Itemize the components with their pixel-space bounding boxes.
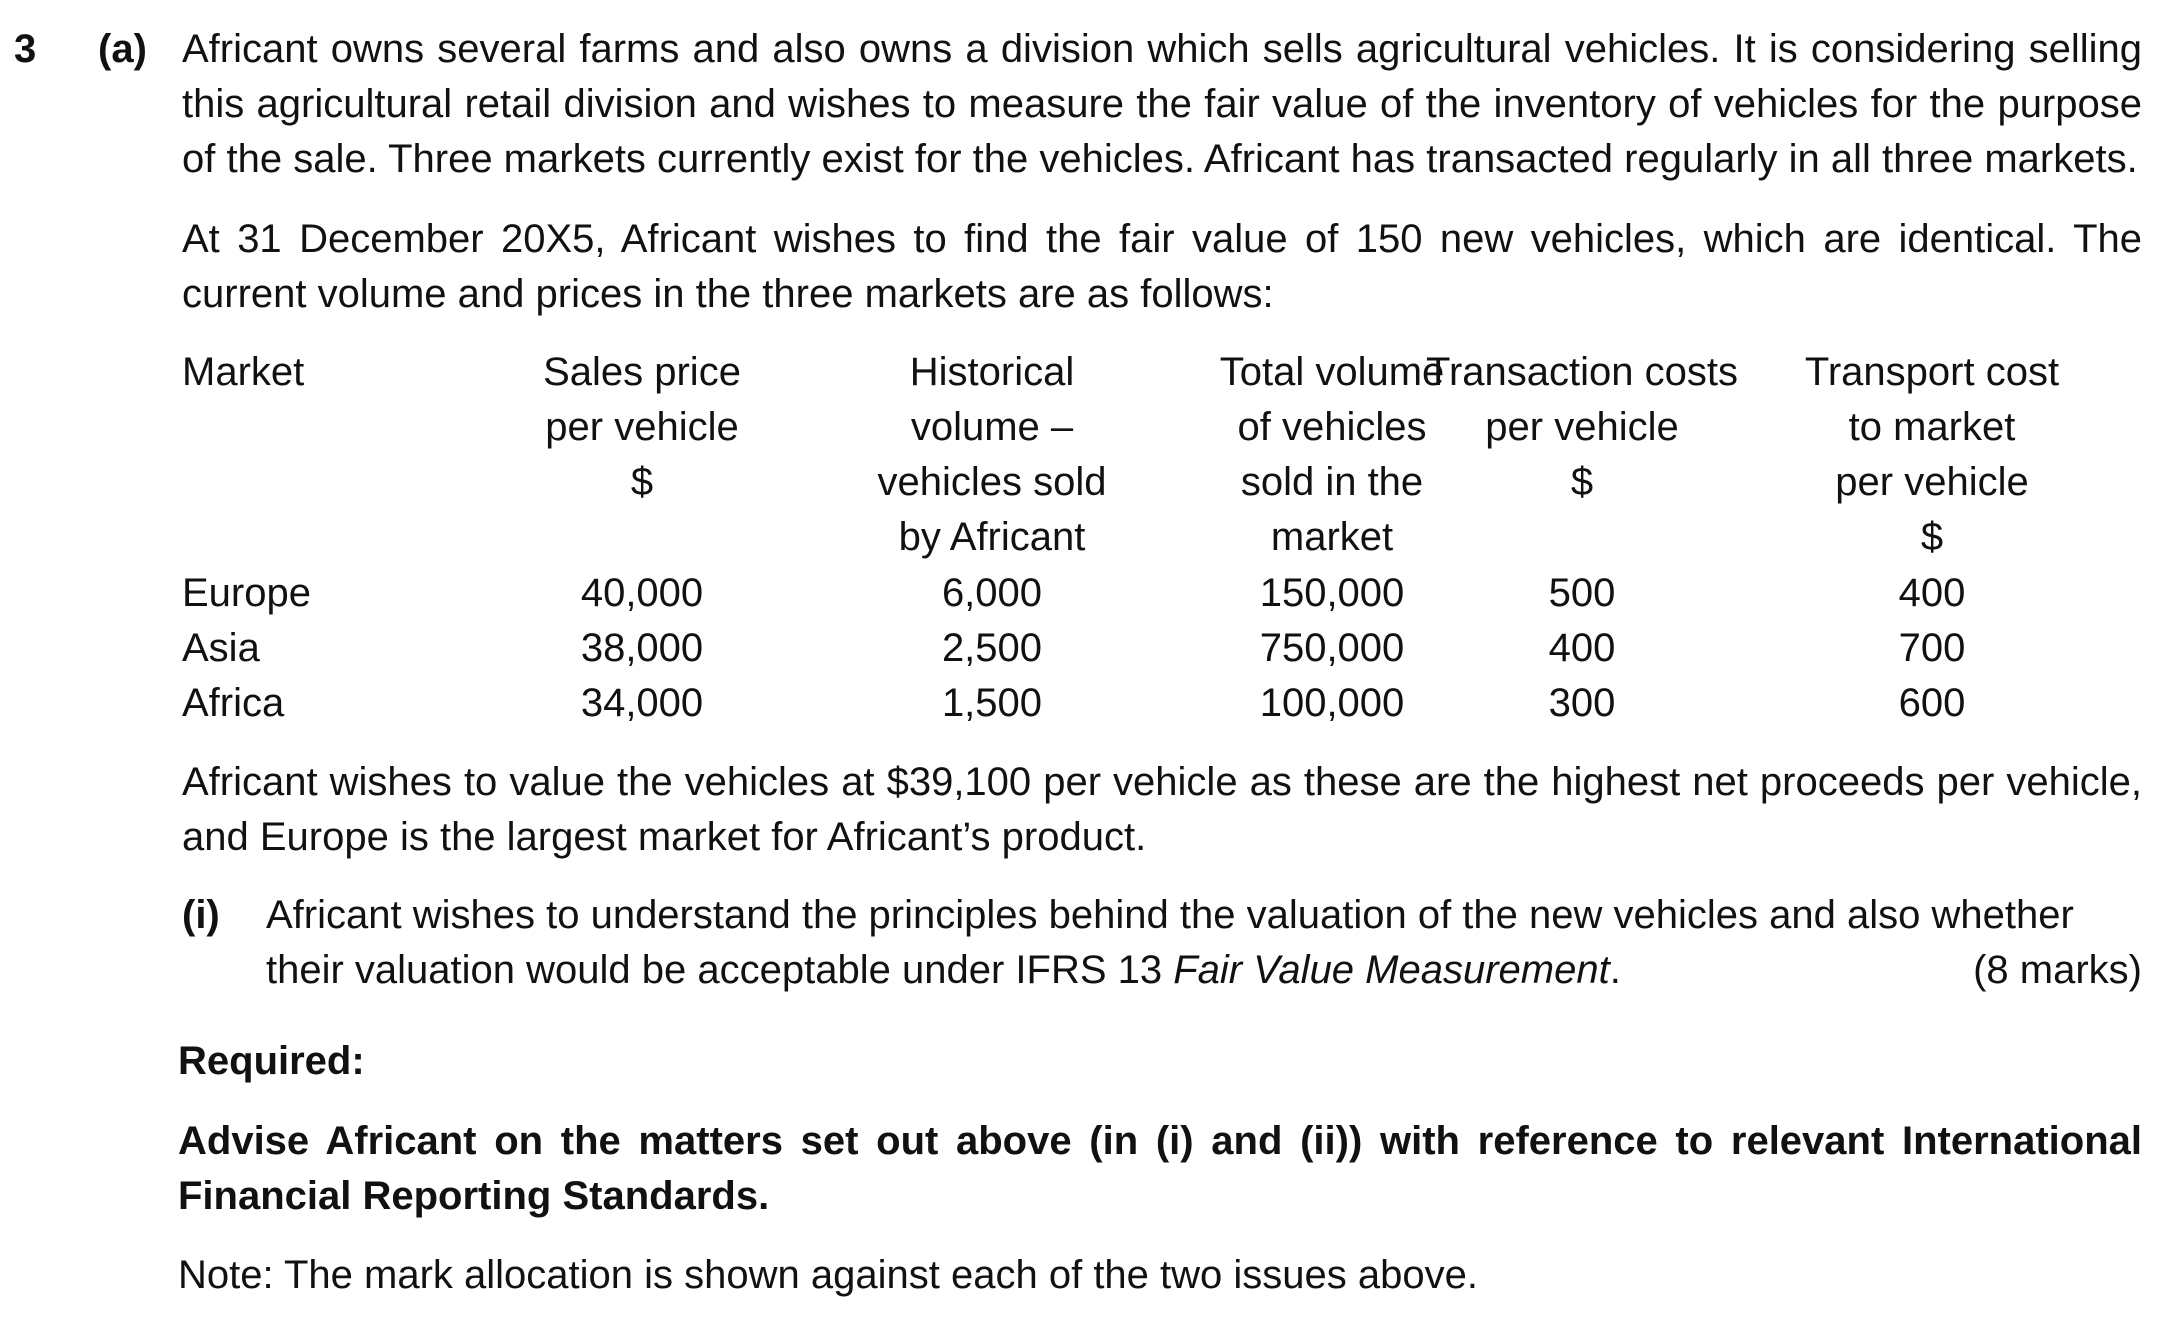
table-header xyxy=(822,345,1162,566)
table-cell xyxy=(182,676,462,731)
table-cell xyxy=(1762,621,2102,676)
table-cell-value: 6,000 xyxy=(941,571,1043,615)
table-header-line: vehicles sold xyxy=(877,460,1107,504)
part-label: (a) xyxy=(98,27,147,71)
table-cell-value: 400 xyxy=(1548,626,1616,670)
sub-item-marks: (8 marks) xyxy=(1973,948,2142,992)
table-header-line: volume – xyxy=(910,405,1074,449)
table-header-line: by Africant xyxy=(898,515,1086,559)
table-cell xyxy=(1762,566,2102,621)
table-cell xyxy=(1412,676,1752,731)
table-header-line: Transport cost xyxy=(1804,350,2060,394)
market-table xyxy=(182,345,2142,725)
table-header-line: per vehicle xyxy=(545,405,739,449)
table-header-line: market xyxy=(1270,515,1394,559)
table-cell-value: 700 xyxy=(1898,626,1966,670)
table-cell xyxy=(1762,676,2102,731)
table-cell-value: 750,000 xyxy=(1259,626,1405,670)
table-cell-value: 150,000 xyxy=(1259,571,1405,615)
table-header-line: Historical xyxy=(909,350,1075,394)
sub-item-text-after: . xyxy=(1609,948,1621,992)
table-column xyxy=(822,345,1162,731)
question-number: 3 xyxy=(14,27,37,71)
table-column xyxy=(482,345,802,731)
table-cell-value: Europe xyxy=(182,571,311,615)
table-cell xyxy=(182,621,462,676)
table-cell xyxy=(1412,621,1752,676)
table-cell-value: Asia xyxy=(182,626,260,670)
table-cell xyxy=(1412,566,1752,621)
table-cell xyxy=(182,566,462,621)
table-cell xyxy=(822,676,1162,731)
table-cell xyxy=(822,566,1162,621)
table-column xyxy=(1412,345,1752,731)
table-cell-value: 40,000 xyxy=(580,571,704,615)
table-header-line: sold in the xyxy=(1240,460,1424,504)
table-column xyxy=(182,345,462,731)
table-cell-value: 38,000 xyxy=(580,626,704,670)
table-header-line: $ xyxy=(1570,460,1594,504)
table-header xyxy=(1412,345,1752,566)
table-header-line: to market xyxy=(1848,405,2016,449)
second-paragraph: At 31 December 20X5, Africant wishes to find the fair value of 150 new vehicles, which are identical. The current volume and prices in the three markets are as follows: xyxy=(182,217,2142,316)
table-cell xyxy=(822,621,1162,676)
table-header-line: Transaction costs xyxy=(1426,350,1738,394)
table-cell-value: 400 xyxy=(1898,571,1966,615)
required-label: Required: xyxy=(178,1039,365,1083)
table-cell-value: Africa xyxy=(182,681,285,725)
table-cell xyxy=(482,621,802,676)
table-cell-value: 1,500 xyxy=(941,681,1043,725)
advise-text: Advise Africant on the matters set out above (in (i) and (ii)) with reference to relevant International Financial Reporting Standards. xyxy=(178,1119,2142,1218)
table-header xyxy=(482,345,802,566)
intro-paragraph: Africant owns several farms and also owns a division which sells agricultural vehicles. It is considering selling this agricultural retail division and wishes to measure the fair value of the inventory of vehicles for the purpose of the sale. Three markets currently exist for the vehicles. Africant has transacted regularly in all three markets. xyxy=(182,27,2142,181)
table-column xyxy=(1762,345,2102,731)
sub-item-text-before: Africant wishes to understand the principles behind the valuation of the new vehicles and also whether their valuation would be acceptable under IFRS 13 xyxy=(266,893,2074,992)
table-header-line: $ xyxy=(630,460,654,504)
table-header-line: per vehicle xyxy=(1835,460,2029,504)
table-cell-value: 2,500 xyxy=(941,626,1043,670)
table-cell-value: 600 xyxy=(1898,681,1966,725)
table-header xyxy=(182,345,462,566)
table-header-line: of vehicles xyxy=(1237,405,1427,449)
table-cell-value: 34,000 xyxy=(580,681,704,725)
table-cell xyxy=(482,676,802,731)
table-header-line: $ xyxy=(1920,515,1944,559)
sub-item-standard-title: Fair Value Measurement xyxy=(1173,948,1610,992)
table-cell-value: 100,000 xyxy=(1259,681,1405,725)
table-header-line: per vehicle xyxy=(1485,405,1679,449)
table-header-line: Sales price xyxy=(543,350,741,394)
sub-item-text xyxy=(266,888,2142,998)
third-paragraph: Africant wishes to value the vehicles at $39,100 per vehicle as these are the highest net proceeds per vehicle, and Europe is the largest market for Africant’s product. xyxy=(182,760,2142,859)
table-header-line: Total volume xyxy=(1219,350,1445,394)
table-cell-value: 300 xyxy=(1548,681,1616,725)
sub-item-label: (i) xyxy=(182,893,220,937)
table-cell-value: 500 xyxy=(1548,571,1616,615)
note-text: Note: The mark allocation is shown against each of the two issues above. xyxy=(178,1253,1478,1297)
table-header xyxy=(1762,345,2102,566)
table-cell xyxy=(482,566,802,621)
table-header-line: Market xyxy=(182,350,305,394)
